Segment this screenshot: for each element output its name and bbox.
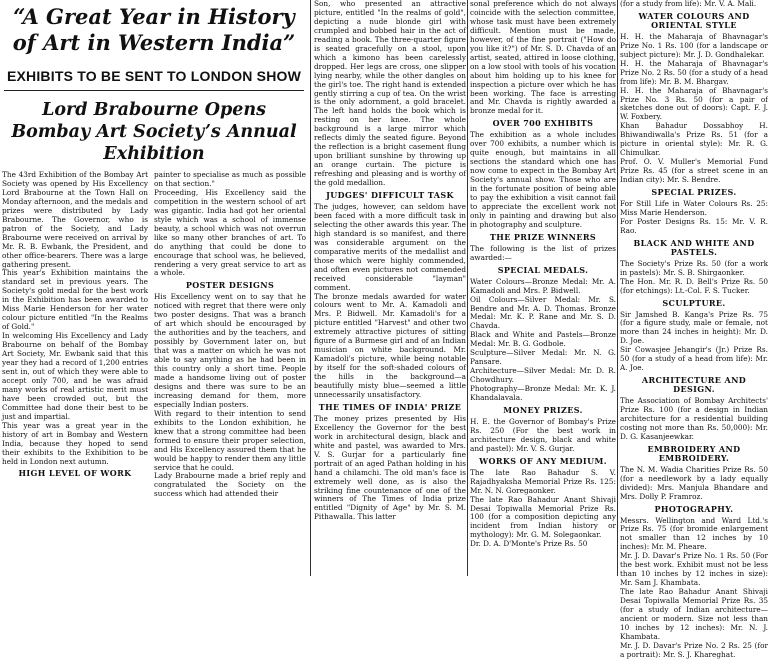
section-heading: WORKS OF ANY MEDIUM.: [479, 455, 607, 466]
paragraph: His Excellency went on to say that he noticed with regret that there were only two poster designs. That was a branch of art which should be encouraged by the authorities and by the teachers, and possibly by Government later on, but that was a matter on which he was not able to say anything as he had been in this country only a short time. People made a handsome living out of poster designs and there was sure to be an increasing demand for them, more especially Indian posters.: [154, 292, 306, 409]
paragraph: In welcoming His Excellency and Lady Brabourne on behalf of the Bombay Art Society, Mr. Ewbank said that this year they had a record of 1,200 entries sent in, out of which they were able to accept only 700, and he was afraid many works of real artistic merit must have been crowded out, but the Committee had done their best to be just and impartial.: [2, 331, 148, 421]
section-heading: THE TIMES OF INDIA' PRIZE: [318, 401, 462, 412]
subcolumn-left: [2, 171, 148, 499]
paragraph: The bronze medals awarded for water colours went to Mr. A. Kamadoli and Mrs. P. Bidwell. Mr. Kamadoli's for a picture entitled "Harvest" and other two extremely attractive pictures of sitting figure of a Burmese girl and of an Indian musician on white background. Mr. Kamadoli's picture, while being notable by itself for the soft-shaded colours of the hills in the background—a beautifully misty blue—seemed a little unnecessarily unsatisfactory.: [314, 291, 466, 399]
paragraph: This year's Exhibition maintains the standard set in previous years. The Society's gold medal for the best work in the Exhibition has been awarded to Miss Marie Henderson for her water colour picture entitled "In the Realms of Gold.": [2, 268, 148, 332]
paragraph: With regard to their intention to send exhibits to the London exhibition, he knew that a strong committee had been formed to ensure their proper selection, and His Excellency assured them that he would be happy to render them any little service that he could.: [154, 408, 306, 472]
section-heading: OVER 700 EXHIBITS: [492, 118, 594, 129]
paragraph: The judges, however, can seldom have been faced with a more difficult task in selecting the other awards this year. The high standard is so manifest, and there was considerable argument on the comparative merits of the medallist and those which were highly commended, and often even pictures not commended received considerable "layman" comment.: [314, 201, 466, 292]
paragraph: painter to specialise as much as possible on that section.": [154, 170, 306, 188]
headline: “A Great Year in History of Art in Western India”: [12, 4, 296, 55]
section-heading: SCULPTURE.: [662, 297, 726, 308]
subheadline: EXHIBITS TO BE SENT TO LONDON SHOW: [6, 68, 302, 84]
secondary-headline: Lord Brabourne Opens Bombay Art Society’s Annual Exhibition: [11, 100, 297, 164]
paragraph: Sir Jamshed B. Kanga's Prize Rs. 75 (for a figure study, male or female, not more than 24 inches in height): Mr. D. D. Joe. Sir Cowasjee Jehangir's (Jr.) Prize Rs. 50 (for a study of a head from life): Mr. A. Joe.: [620, 309, 768, 373]
divider: [4, 90, 304, 91]
paragraph: The N. M. Wadia Charities Prize Rs. 50 (for a needlework by a lady equally divided): Mrs. Manjula Bhandare and Mrs. Dolly P. Framroz.: [620, 464, 768, 501]
subcolumn-right: [154, 171, 306, 499]
column-rule: [310, 0, 311, 576]
paragraph: The following is the list of prizes awarded:—: [470, 243, 616, 262]
article-column-4: [620, 0, 768, 659]
paragraph: The Society's Prize Rs. 50 (for a work in pastels): Mr. S. B. Shirgaonker. The Hon. Mr. R. D. Bell's Prize Rs. 50 (for etchings): Lt.-Col. F. S. Tucker.: [620, 258, 768, 295]
section-heading: JUDGES' DIFFICULT TASK: [326, 190, 454, 201]
section-heading: SPECIAL PRIZES.: [651, 187, 737, 198]
section-heading: ARCHITECTURE AND DESIGN.: [641, 375, 747, 395]
paragraph: The exhibition as a whole includes over 700 exhibits, a number which is quite enough, but maintains in all sections the standard which one has now come to expect in the Bombay Art Society's annual show. Those who are in the fortunate position of being able to pay the exhibition a visit cannot fail to appreciate the excellent work not only in painting and drawing but also in photography and sculpture.: [470, 130, 616, 229]
section-heading: WATER COLOURS AND ORIENTAL STYLE: [638, 10, 750, 30]
column-rule: [467, 0, 468, 576]
paragraph: Son, who presented an attractive picture, entitled "In the realms of gold", depicting a nude blonde girl with crumpled and bobbed hair in the act of reading a book. The three-quarter figure is seated gracefully on a stool, upon which a kimono has been carelessly dropped. Her legs are cross, one slipper lying nearby, while the other dangles on the girl's toe. The right hand is extended gently stirring a cup of tea. On the wrist is the only adornment, a gold bracelet. The left hand holds the book which is resting on her knee. The whole background is a large mirror which reflects dimly the seated figure. Beyond the reflection is a bright casement flung upon brilliant sunshine by throwing up an orange curtain. The picture is refreshing and pleasing and is worthy of the gold medallion.: [314, 0, 466, 188]
paragraph: Proceeding, His Excellency said the competition in the western school of art was gigantic. India had got her oriental style which was a school of immense beauty, a school which was not overrun like so many other branches of art. To do anything that could be done to encourage that school was, he believed, rendering a very great service to art as a whole.: [154, 187, 306, 278]
paragraph: The 43rd Exhibition of the Bombay Art Society was opened by His Excellency Lord Brabourne at the Town Hall on Monday afternoon, and the medals and prizes were distributed by Lady Brabourne. The Governor, who is patron of the Society, and Lady Brabourne were received on arrival by Mr. R. B. Ewbank, the President, and other office-bearers. There was a large gathering present.: [2, 170, 148, 269]
paragraph: Lady Brabourne made a brief reply and congratulated the Society on the success which had attended their: [154, 471, 306, 499]
article-column-2: [314, 0, 466, 576]
column-rule: [617, 0, 618, 576]
lead-article-column: [0, 0, 308, 576]
section-heading: SPECIAL MEDALS.: [497, 264, 589, 275]
paragraph: This year was a great year in the history of art in Bombay and Western India, because they hoped to send their exhibits to the Exhibition to be held in London next autumn.: [2, 420, 148, 466]
section-heading: BLACK AND WHITE AND PASTELS.: [633, 237, 755, 257]
paragraph: H. E. the Governor of Bombay's Prize Rs. 250 (For the best work in architecture design, black and white and pastel): Mr. V. S. Gurjar.: [470, 416, 616, 453]
section-heading: EMBROIDERY AND EMBROIDERY.: [647, 443, 741, 463]
paragraph: For Still Life in Water Colours Rs. 25: Miss Marie Henderson. For Poster Designs Rs. 15: Mr. V. R. Rao.: [620, 199, 768, 235]
section-heading: HIGH LEVEL OF WORK: [18, 468, 132, 479]
paragraph: Water Colours—Bronze Medal: Mr. A. Kamadoli and Mrs. P. Bidwell. Oil Colours—Silver Medal: Mr. S. Bendre and Mr. A. D. Thomas. Bronze Medal: Mr. K. P. Rane and Mr. S. D. Chavda. Black and White and Pastels—Bronze Medal: Mr. B. G. Godbole. Sculpture—Silver Medal: Mr. N. G. Pansare. Architecture—Silver Medal: Mr. D. R. Chowdhury. Photography—Bronze Medal: Mr. K. J. Khandalavala.: [470, 276, 616, 403]
section-heading: THE PRIZE WINNERS: [489, 231, 597, 242]
paragraph: (for a study from life): Mr. V. A. Mali.: [620, 0, 757, 8]
paragraph: The Association of Bombay Architects' Prize Rs. 100 (for a design in Indian architecture for a residential building costing not more than Rs. 50,000): Mr. D. G. Kasanjeewkar.: [620, 396, 768, 441]
article-column-3: [470, 0, 616, 576]
paragraph: sonal preference which do not always coincide with the selection committee, whose task must have been extremely difficult. Mention must be made, however, of the fine portrait ("How do you like it?") of Mr. S. D. Chavda of an artist, seated, attired in loose clothing, on a low stool with tools of his vocation about him holding up to his knee for inspection a picture over which he has been working. The face is arresting and Mr. Chavda is rightly awarded a bronze medal for it.: [470, 0, 616, 116]
paragraph: The late Rao Bahadur S. V. Rajadhyaksha Memorial Prize Rs. 125: Mr. N. N. Goregaonker. The late Rao Bahadur Anant Shivaji Desai Topiwalla Memorial Prize Rs. 100 (for a composition depicting any incident from Indian history or mythology): Mr. G. M. Solegaonkar. Dr. D. A. D'Monte's Prize Rs. 50: [470, 467, 616, 549]
section-heading: MONEY PRIZES.: [503, 404, 583, 415]
article-subcolumns: [0, 171, 308, 499]
paragraph: Messrs. Wellington and Ward Ltd.'s Prize Rs. 75 (for bromide enlargement not smaller than 12 inches by 10 inches): Mr. M. Pheare. Mr. J. D. Davar's Prize No. 1 Rs. 50 (For the best work. Exhibit must not be less than 10 inches by 12 inches in size): Mr. Sam J. Khambata. The late Rao Bahadur Anant Shivaji Desai Topiwalla Memorial Prize Rs. 35 (for a study of Indian architecture—ancient or modern. Size not less than 10 inches by 12 inches): Mr. N. J. Khambata. Mr. J. D. Davar's Prize No. 2 Rs. 25 (for a portrait): Mr. S. J. Khareghat.: [620, 515, 768, 659]
section-heading: PHOTOGRAPHY.: [654, 503, 734, 514]
paragraph: H. H. the Maharaja of Bhavnagar's Prize No. 1 Rs. 100 (for a landscape or subject picture): Mr. J. D. Gondhalekar. H. H. the Maharaja of Bhavnagar's Prize No. 2 Rs. 50 (for a study of a head from life): Mr. B. M. Bhargav. H. H. the Maharaja of Bhavnagar's Prize No. 3 Rs. 50 (for a pair of sketches done out of doors): Capt. F. J. W. Foxbery. Khan Bahadur Dossabhoy H. Bhiwandiwalla's Prize Rs. 51 (for a picture in oriental style): Mr. R. G. Chimulkar. Prof. O. V. Muller's Memorial Fund Prize Rs. 45 (for a street scene in an Indian city): Mr. S. Bendre.: [620, 31, 768, 185]
paragraph: The money prizes presented by His Excellency the Governor for the best work in architectural design, black and white and pastel, was awarded to Mrs. V. S. Gurjar for a particularly fine portrait of an aged Pathan holding in his hand a chilamchi. The old man's face is extremely well done, as is also the striking fine countenance of one of the winners of The Times of India prize entitled "Dignity of Age" by Mr. S. M. Pithawalla. This latter: [314, 413, 466, 522]
section-heading: POSTER DESIGNS: [185, 280, 275, 291]
